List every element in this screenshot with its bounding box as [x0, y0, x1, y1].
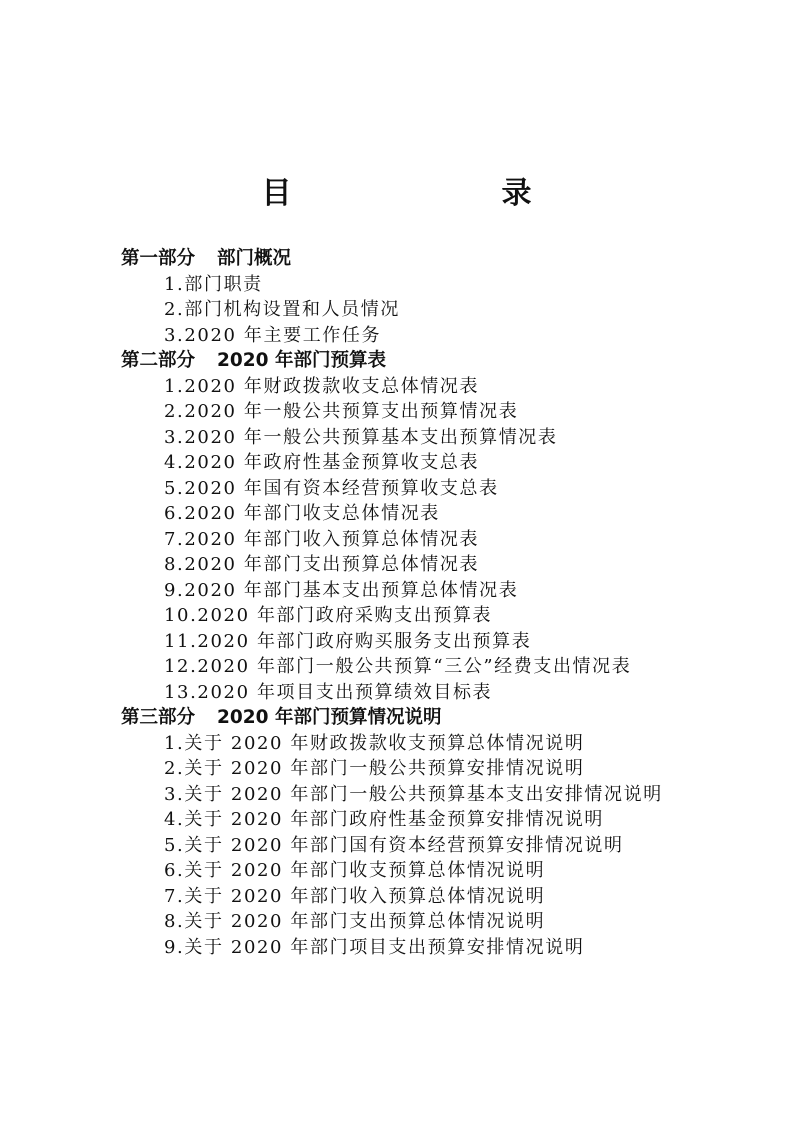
toc-item[interactable]: 3.2020 年一般公共预算基本支出预算情况表 [164, 426, 558, 448]
toc-item[interactable]: 11.2020 年部门政府购买服务支出预算表 [164, 630, 532, 652]
toc-item[interactable]: 7.2020 年部门收入预算总体情况表 [164, 528, 480, 550]
toc-item[interactable]: 5.关于 2020 年部门国有资本经营预算安排情况说明 [164, 834, 624, 856]
toc-item[interactable]: 7.关于 2020 年部门收入预算总体情况说明 [164, 885, 546, 907]
toc-item[interactable]: 4.2020 年政府性基金预算收支总表 [164, 452, 480, 473]
toc-part-3[interactable] [121, 705, 681, 731]
toc-item[interactable]: 1.部门职责 [164, 273, 263, 295]
toc-item[interactable]: 6.关于 2020 年部门收支预算总体情况说明 [164, 860, 546, 881]
toc-part-2[interactable] [121, 348, 681, 374]
toc-item[interactable]: 8.2020 年部门支出预算总体情况表 [164, 554, 480, 575]
toc-item[interactable]: 2.2020 年一般公共预算支出预算情况表 [164, 401, 519, 422]
toc-item[interactable]: 8.关于 2020 年部门支出预算总体情况说明 [164, 911, 546, 932]
toc-item[interactable]: 5.2020 年国有资本经营预算收支总表 [164, 477, 499, 499]
toc-item[interactable]: 9.2020 年部门基本支出预算总体情况表 [164, 579, 519, 601]
toc-item[interactable]: 9.关于 2020 年部门项目支出预算安排情况说明 [164, 936, 585, 958]
part-label: 第三部分 [121, 707, 196, 728]
part-name: 2020 年部门预算情况说明 [217, 707, 442, 728]
toc-item[interactable]: 2.部门机构设置和人员情况 [164, 299, 400, 320]
toc-item[interactable]: 12.2020 年部门一般公共预算“三公”经费支出情况表 [164, 656, 632, 677]
table-of-contents [121, 246, 681, 960]
part-label: 第二部分 [121, 350, 196, 371]
toc-item[interactable]: 4.关于 2020 年部门政府性基金预算安排情况说明 [164, 809, 605, 830]
part-label: 第一部分 [121, 248, 196, 269]
toc-item[interactable]: 6.2020 年部门收支总体情况表 [164, 503, 440, 524]
part-name: 2020 年部门预算表 [217, 350, 386, 371]
toc-item[interactable]: 1.关于 2020 年财政拨款收支预算总体情况说明 [164, 732, 585, 754]
toc-item[interactable]: 3.2020 年主要工作任务 [164, 324, 382, 346]
toc-item[interactable]: 2.关于 2020 年部门一般公共预算安排情况说明 [164, 758, 585, 779]
part-name: 部门概况 [217, 248, 292, 269]
toc-part-1[interactable] [121, 246, 681, 272]
page-title: 目 录 [261, 176, 582, 211]
toc-item[interactable]: 13.2020 年项目支出预算绩效目标表 [164, 681, 493, 703]
toc-item[interactable]: 10.2020 年部门政府采购支出预算表 [164, 605, 493, 626]
toc-item[interactable]: 1.2020 年财政拨款收支总体情况表 [164, 375, 480, 397]
toc-item[interactable]: 3.关于 2020 年部门一般公共预算基本支出安排情况说明 [164, 783, 663, 805]
